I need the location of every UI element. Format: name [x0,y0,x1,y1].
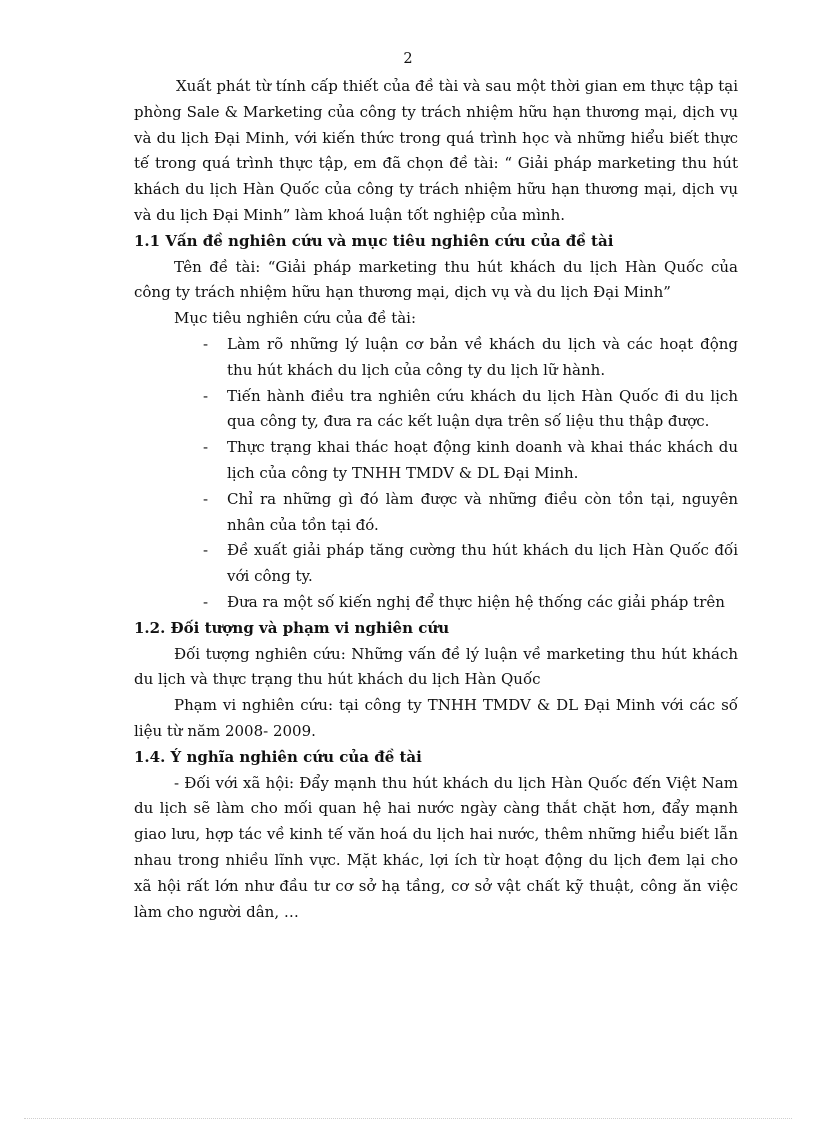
bullet-dash: - [203,386,209,405]
list-item-text: Tiến hành điều tra nghiên cứu khách du lịch Hàn Quốc đi du lịch qua công ty, đưa ra các kết luận dựa trên số liệu thu thập được. [227,386,738,431]
list-item [203,435,738,487]
list-item [203,487,738,539]
topic-paragraph: Tên đề tài: “Giải pháp marketing thu hút khách du lịch Hàn Quốc của công ty trách nhiệm hữu hạn thương mại, dịch vụ và du lịch Đại Minh” [134,257,738,302]
page-number: 2 [403,51,413,67]
scope-paragraph: Phạm vi nghiên cứu: tại công ty TNHH TMDV & DL Đại Minh với các số liệu từ năm 2008- 2009. [134,696,738,740]
list-item-text: Làm rõ những lý luận cơ bản về khách du lịch và các hoạt động thu hút khách du lịch của công ty du lịch lữ hành. [227,334,738,379]
page-bottom-divider [24,1118,792,1119]
objectives-label: Mục tiêu nghiên cứu của đề tài: [174,309,417,328]
section-1-1-heading: 1.1 Vấn đề nghiên cứu và mục tiêu nghiên cứu của đề tài [134,231,614,250]
section-1-2-heading: 1.2. Đối tượng và phạm vi nghiên cứu [134,618,450,637]
list-item [203,538,738,590]
list-item [203,384,738,436]
intro-paragraph: Xuất phát từ tính cấp thiết của đề tài và sau một thời gian em thực tập tại phòng Sale & Marketing của công ty trách nhiệm hữu hạn thương mại, dịch vụ và du lịch Đại Minh, với kiến thức trong quá trình học và những hiểu biết thực tế trong quá trình thực tập, em đã chọn đề tài: “ Giải pháp marketing thu hút khách du lịch Hàn Quốc của công ty trách nhiệm hữu hạn thương mại, dịch vụ và du lịch Đại Minh” làm khoá luận tốt nghiệp của mình. [134,77,738,224]
list-item [203,332,738,384]
list-item-text: Đưa ra một số kiến nghị để thực hiện hệ thống các giải pháp trên [227,592,725,611]
page-content [134,74,738,925]
bullet-dash: - [203,489,209,508]
list-item-text: Thực trạng khai thác hoạt động kinh doanh và khai thác khách du lịch của công ty TNHH TMDV & DL Đại Minh. [227,438,738,482]
bullet-dash: - [203,592,209,611]
list-item-text: Đề xuất giải pháp tăng cường thu hút khách du lịch Hàn Quốc đối với công ty. [227,541,738,586]
objectives-list [134,332,738,616]
social-significance-paragraph: - Đối với xã hội: Đẩy mạnh thu hút khách du lịch Hàn Quốc đến Việt Nam du lịch sẽ làm cho mối quan hệ hai nước ngày càng thắt chặt hơn, đẩy mạnh giao lưu, hợp tác về kinh tế văn hoá du lịch hai nước, thêm những hiểu biết lẫn nhau trong nhiều lĩnh vực. Mặt khác, lợi ích từ hoạt động du lịch đem lại cho xã hội rất lớn như đầu tư cơ sở hạ tầng, cơ sở vật chất kỹ thuật, công ăn việc làm cho người dân, … [134,773,738,921]
list-item-text: Chỉ ra những gì đó làm được và những điều còn tồn tại, nguyên nhân của tồn tại đó. [227,489,738,534]
subject-paragraph: Đối tượng nghiên cứu: Những vấn đề lý luận về marketing thu hút khách du lịch và thực trạng thu hút khách du lịch Hàn Quốc [134,644,738,689]
bullet-dash: - [203,541,209,560]
section-1-4-heading: 1.4. Ý nghĩa nghiên cứu của đề tài [134,747,422,766]
list-item [203,590,738,616]
bullet-dash: - [203,438,209,457]
bullet-dash: - [203,334,209,353]
